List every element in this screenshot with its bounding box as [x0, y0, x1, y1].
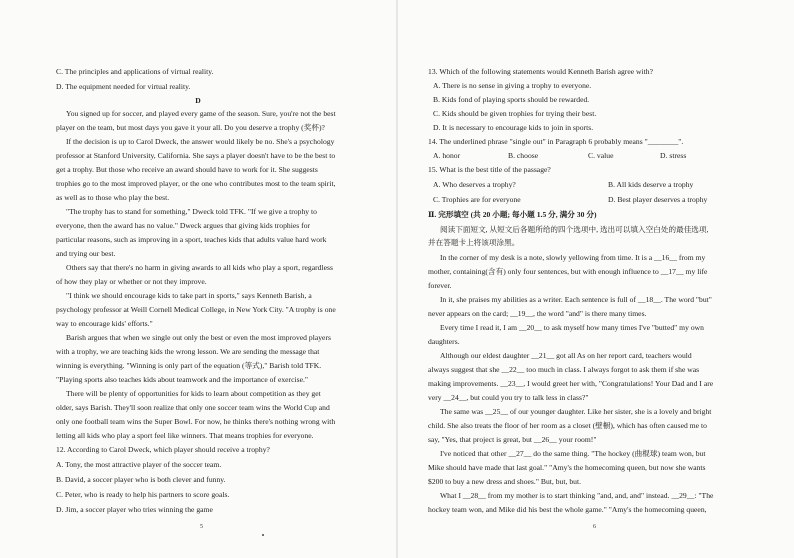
passage-line: way to encourage kids' efforts." — [56, 319, 153, 328]
passage-line: There will be plenty of opportunities for kids to learn about competition as they get — [66, 389, 321, 398]
passage-line: letting all kids who play a sport feel like winners. That means trophies for everyone. — [56, 431, 314, 440]
cloze-line: The same was __25__ of our younger daughter. Like her sister, she is a lovely and bright — [440, 407, 712, 416]
passage-line: Barish argues that when we single out only the best or even the most improved players — [66, 333, 331, 342]
passage-line: Others say that there's no harm in giving awards to all kids who play a sport, regardless — [66, 263, 333, 272]
cloze-line: never appears on the card; __19__, the word "and" is there many times. — [428, 309, 647, 318]
passage-line: winning is everything. "Winning is only part of the equation (等式)," Barish told TFK. — [56, 361, 322, 370]
cloze-line: Mike should have made that last goal." "Amy's the homecoming queen, but now she wants — [428, 463, 706, 472]
option-line: A. Tony, the most attractive player of the soccer team. — [56, 460, 222, 469]
option-line: B. David, a soccer player who is both clever and funny. — [56, 475, 226, 484]
passage-letter: D — [195, 96, 201, 105]
cloze-line: hockey team won, and Mike did his best the whole game." "Amy's the homecoming queen, — [428, 505, 707, 514]
cloze-line: What I __28__ from my mother is to start thinking "and, and, and" instead. __29__: "The — [440, 491, 714, 500]
cloze-line: In it, she praises my abilities as a writer. Each sentence is full of __18__. The word "but" — [440, 295, 712, 304]
cloze-line: Although our eldest daughter __21__ got all As on her report card, teachers would — [440, 351, 692, 360]
question-line: 12. According to Carol Dweck, which player should receive a trophy? — [56, 445, 270, 454]
cloze-line: always suggest that she __22__ too much in class. I always forgot to ask them if she was — [428, 365, 700, 374]
passage-line: particular reasons, such as improving in a sport, teaches kids that adults value hard work — [56, 235, 327, 244]
option-a: A. Who deserves a trophy? — [433, 180, 516, 189]
passage-line: everyone, then the award has no value." Dweck argues that giving kids trophies for — [56, 221, 311, 230]
section-heading: Ⅱ. 完形填空 (共 20 小题; 每小题 1.5 分, 满分 30 分) — [428, 210, 597, 219]
question-line: 15. What is the best title of the passage? — [428, 165, 551, 174]
passage-line: player on the team, but most days you gave it your all. Do you deserve a trophy (奖杯)? — [56, 123, 325, 132]
scan-speck — [262, 534, 264, 536]
option-line: B. Kids fond of playing sports should be rewarded. — [433, 95, 590, 104]
passage-line: only one football team wins the Super Bowl. For now, he thinks there's nothing wrong with — [56, 417, 336, 426]
cloze-line: making improvements. __23__, I would greet her with, "Congratulations! Your Dad and I are — [428, 379, 714, 388]
option-a: A. honor — [433, 151, 461, 160]
option-line: C. The principles and applications of virtual reality. — [56, 67, 214, 76]
option-line: D. Jim, a soccer player who tries winning the game — [56, 505, 213, 514]
passage-line: and trying our best. — [56, 249, 116, 258]
left-page — [0, 0, 396, 558]
passage-line: "I think we should encourage kids to take part in sports," says Kenneth Barish, a — [66, 291, 312, 300]
option-line: A. There is no sense in giving a trophy to everyone. — [433, 81, 592, 90]
option-line: C. Peter, who is ready to help his partners to score goals. — [56, 490, 230, 499]
cloze-line: In the corner of my desk is a note, slowly yellowing from time. It is a __16__ from my — [440, 253, 706, 262]
cloze-line: child. She also treats the floor of her room as a closet (壁橱), which has often caused me to — [428, 421, 707, 430]
cloze-line: daughters. — [428, 337, 460, 346]
passage-line: with a trophy, we are teaching kids the wrong lesson. We are sending the message that — [56, 347, 320, 356]
page-number: 5 — [200, 524, 203, 530]
option-line: D. It is necessary to encourage kids to join in sports. — [433, 123, 594, 132]
option-c: C. Trophies are for everyone — [433, 195, 521, 204]
instruction-line: 并在答题卡上将该项涂黑。 — [428, 238, 520, 247]
passage-line: of how they play or whether or not they improve. — [56, 277, 207, 286]
cloze-line: forever. — [428, 281, 452, 290]
option-c: C. value — [588, 151, 614, 160]
passage-line: trophies go to the most improved player, or the one who contributes most to the team spirit, — [56, 179, 336, 188]
right-page — [398, 0, 794, 558]
cloze-line: I've noticed that other __27__ do the same thing. "The hockey (曲棍球) team won, but — [440, 449, 706, 458]
instruction-line: 阅读下面短文, 从短文后各题所给的四个选项中, 选出可以填入空白处的最佳选项, — [440, 225, 709, 234]
passage-line: older, says Barish. They'll soon realize that only one soccer team wins the World Cup and — [56, 403, 330, 412]
passage-line: as well as to those who play the best. — [56, 193, 170, 202]
page-number: 6 — [593, 524, 596, 530]
option-line: C. Kids should be given trophies for trying their best. — [433, 109, 597, 118]
option-d: D. Best player deserves a trophy — [608, 195, 708, 204]
passage-line: get a trophy. But those who receive an award should have to work for it. She suggests — [56, 165, 318, 174]
cloze-line: Every time I read it, I am __20__ to ask myself how many times I've "butted" my own — [440, 323, 704, 332]
passage-line: "Playing sports also teaches kids about teamwork and the importance of exercise." — [56, 375, 309, 384]
passage-line: "The trophy has to stand for something," Dweck told TFK. "If we give a trophy to — [66, 207, 317, 216]
passage-line: professor at Stanford University, California. She says a player doesn't have to be the best to — [56, 151, 336, 160]
question-line: 13. Which of the following statements would Kenneth Barish agree with? — [428, 67, 654, 76]
cloze-line: very __24__, but could you try to talk less in class?" — [428, 393, 589, 402]
option-b: B. choose — [508, 151, 539, 160]
option-d: D. stress — [660, 151, 687, 160]
cloze-line: mother, containing(含有) only four sentences, but with enough influence to __17__ my life — [428, 267, 708, 276]
passage-line: If the decision is up to Carol Dweck, the answer would likely be no. She's a psychology — [66, 137, 335, 146]
passage-line: You signed up for soccer, and played every game of the season. Sure, you're not the best — [66, 109, 336, 118]
option-line: D. The equipment needed for virtual reality. — [56, 82, 191, 91]
option-b: B. All kids deserve a trophy — [608, 180, 694, 189]
cloze-line: say, "Yes, that project is great, but __26__ your room!" — [428, 435, 597, 444]
question-line: 14. The underlined phrase "single out" in Paragraph 6 probably means "________". — [428, 137, 684, 146]
passage-line: psychology professor at Weill Cornell Medical College, in New York City. "A trophy is one — [56, 305, 336, 314]
cloze-line: $200 to buy a new dress and shoes." But, but, but. — [428, 477, 582, 486]
